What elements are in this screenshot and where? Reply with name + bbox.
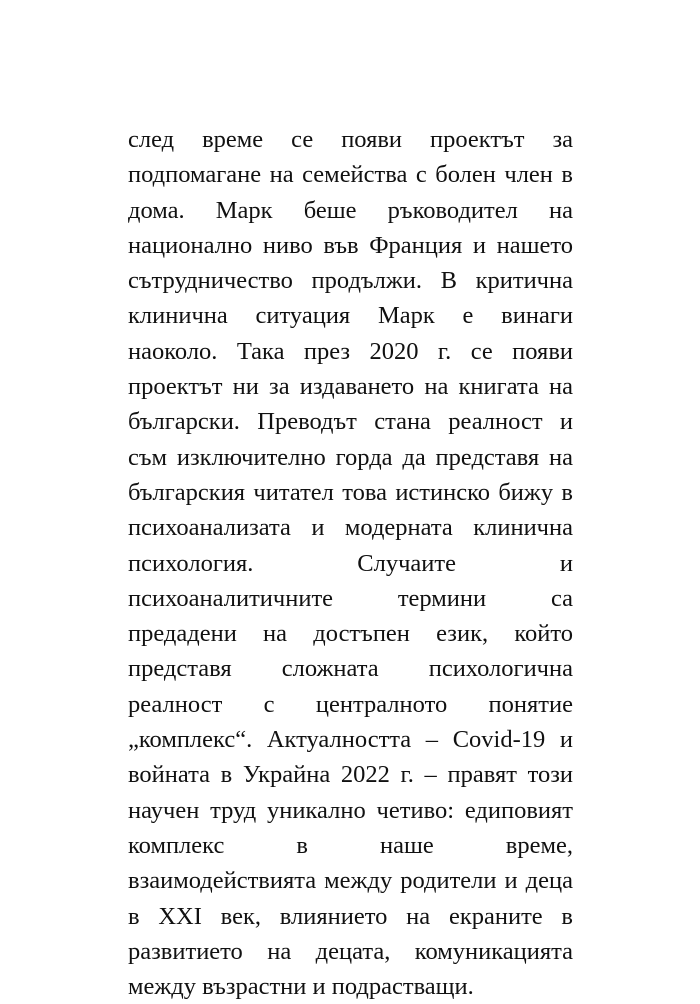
text-line: психология. Случаите и <box>128 549 573 577</box>
text-line: взаимодействията между родители и деца <box>128 867 573 895</box>
text-line: дома. Марк беше ръководител на <box>128 196 573 224</box>
text-line: сътрудничество продължи. В критична <box>128 267 573 295</box>
text-line: научен труд уникално четиво: едиповият <box>128 796 573 824</box>
text-line: национално ниво във Франция и нашето <box>128 231 573 259</box>
body-text <box>128 122 573 1004</box>
text-line: българския читател това истинско бижу в <box>128 478 573 506</box>
text-line: български. Преводът стана реалност и <box>128 408 573 436</box>
text-line: психоаналитичните термини са <box>128 584 573 612</box>
text-line: войната в Украйна 2022 г. – правят този <box>128 761 573 789</box>
text-line: развитието на децата, комуникацията <box>128 937 573 965</box>
text-line: реалност с централното понятие <box>128 690 573 718</box>
text-line: проектът ни за издаването на книгата на <box>128 373 573 401</box>
text-line: комплекс в наше време, <box>128 831 573 859</box>
text-line: след време се появи проектът за <box>128 126 573 153</box>
text-line-last: между възрастни и подрастващи. <box>128 973 474 1001</box>
text-line: подпомагане на семейства с болен член в <box>128 161 573 189</box>
text-line: в XXI век, влиянието на екраните в <box>128 902 573 930</box>
text-line: психоанализата и модерната клинична <box>128 514 573 542</box>
text-line: съм изключително горда да представя на <box>128 443 573 471</box>
text-line: клинична ситуация Марк е винаги <box>128 302 573 330</box>
text-line: предадени на достъпен език, който <box>128 620 573 648</box>
text-line: „комплекс“. Актуалността – Covid-19 и <box>128 726 573 754</box>
text-line: наоколо. Така през 2020 г. се появи <box>128 337 573 365</box>
text-line: представя сложната психологична <box>128 655 573 683</box>
